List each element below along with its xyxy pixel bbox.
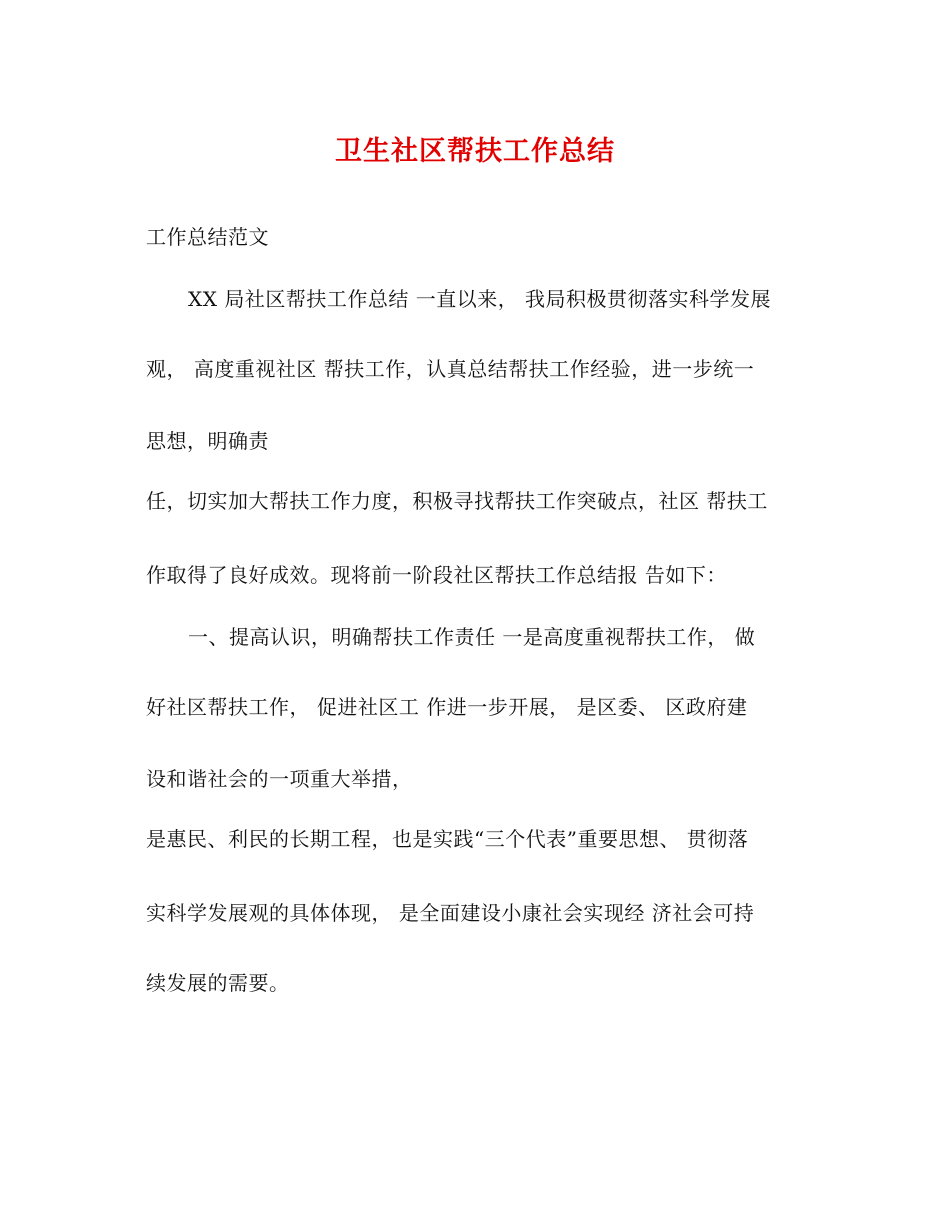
body-line: 任，切实加大帮扶工作力度，积极寻找帮扶工作突破点，社区 帮扶工	[146, 489, 768, 513]
section-heading-line: 一、提高认识，明确帮扶工作责任 一是高度重视帮扶工作， 做	[188, 625, 756, 649]
body-line: 是惠民、利民的长期工程，也是实践“三个代表”重要思想、 贯彻落	[146, 827, 749, 851]
body-line: 续发展的需要。	[146, 971, 290, 995]
body-line: 好社区帮扶工作， 促进社区工 作进一步开展， 是区委、 区政府建	[146, 695, 748, 719]
body-line: 作取得了良好成效。现将前一阶段社区帮扶工作总结报 告如下：	[146, 563, 727, 587]
body-line: 设和谐社会的一项重大举措，	[146, 767, 413, 791]
body-line: 思想，明确责	[146, 429, 269, 453]
body-line: XX 局社区帮扶工作总结 一直以来， 我局积极贯彻落实科学发展	[188, 287, 772, 311]
body-line: 实科学发展观的具体体现， 是全面建设小康社会实现经 济社会可持	[146, 901, 755, 925]
body-line: 观， 高度重视社区 帮扶工作，认真总结帮扶工作经验，进一步统一	[146, 357, 755, 381]
document-title: 卫生社区帮扶工作总结	[335, 136, 615, 167]
subtitle-line: 工作总结范文	[146, 225, 269, 249]
